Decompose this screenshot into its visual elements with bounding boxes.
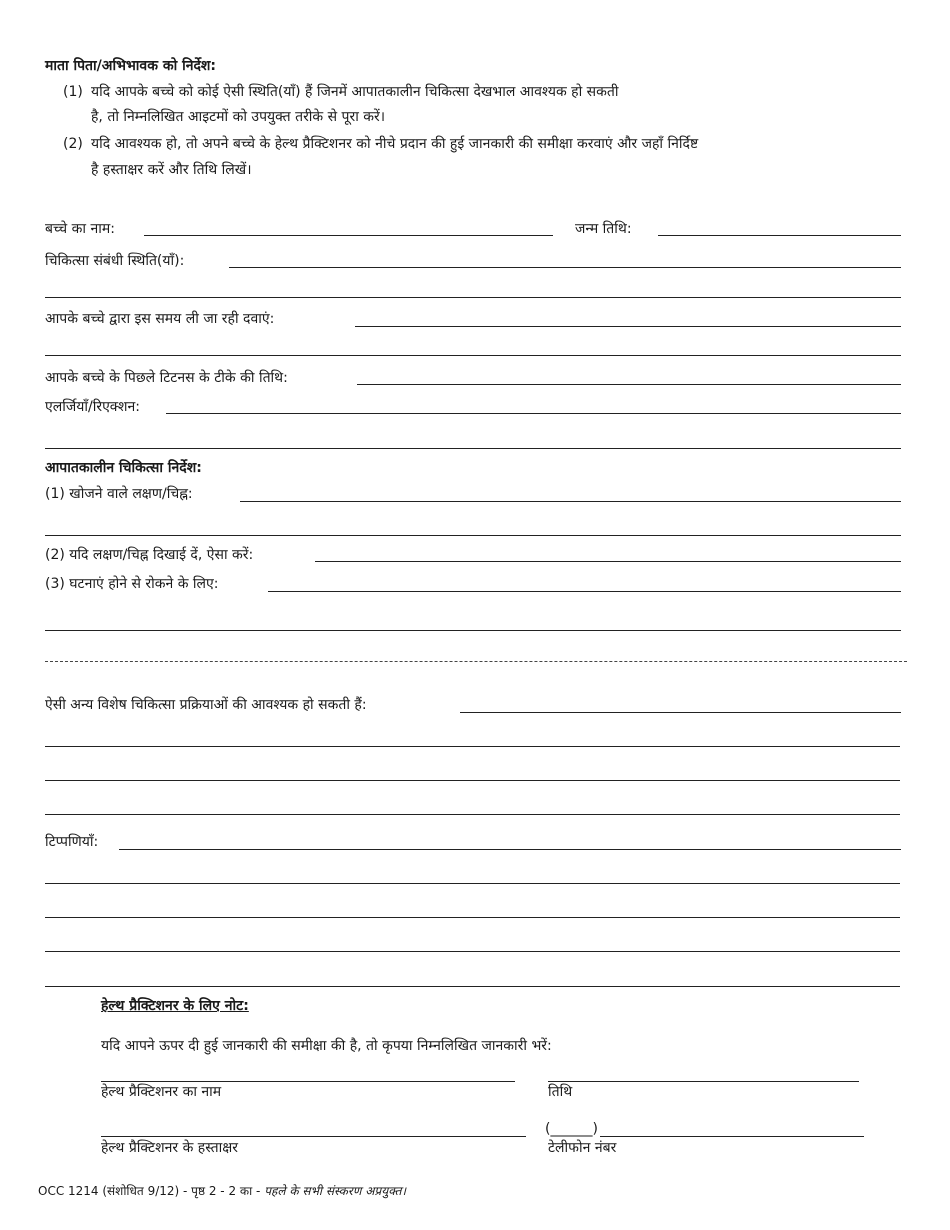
symptoms-field-line-2[interactable] <box>45 535 901 536</box>
allergies-field[interactable] <box>166 413 901 414</box>
procedures-field-line-3[interactable] <box>45 780 900 781</box>
footer-note: पहले के सभी संस्करण अप्रयुक्त। <box>264 1184 407 1198</box>
practitioner-heading: हेल्थ प्रैक्टिशनर के लिए नोट: <box>101 998 249 1014</box>
tetanus-label: आपके बच्चे के पिछले टिटनस के टीके की तिथि: <box>45 370 288 386</box>
prevention-field-line-2[interactable] <box>45 630 901 631</box>
cut-line-divider <box>45 661 907 662</box>
practitioner-instruction: यदि आपने ऊपर दी हुई जानकारी की समीक्षा की है, तो कृपया निम्नलिखित जानकारी भरें: <box>101 1038 552 1054</box>
allergies-label: एलर्जियाँ/रिएक्शन: <box>45 399 140 415</box>
conditions-field[interactable] <box>229 267 901 268</box>
instruction-2-line-2: है हस्ताक्षर करें और तिथि लिखें। <box>91 162 252 178</box>
procedures-field-line-4[interactable] <box>45 814 900 815</box>
medications-label: आपके बच्चे द्वारा इस समय ली जा रही दवाएं: <box>45 311 275 327</box>
phone-number-field[interactable] <box>600 1136 864 1137</box>
comments-label: टिप्पणियाँ: <box>45 834 99 850</box>
phone-area-code[interactable]: (______) <box>545 1121 598 1137</box>
practitioner-name-field[interactable] <box>101 1081 515 1082</box>
prevention-label: (3) घटनाएं होने से रोकने के लिए: <box>45 576 219 592</box>
footer <box>38 1182 406 1200</box>
practitioner-name-label: हेल्थ प्रैक्टिशनर का नाम <box>101 1084 222 1100</box>
emergency-heading: आपातकालीन चिकित्सा निर्देश: <box>45 460 202 476</box>
symptoms-field[interactable] <box>240 501 901 502</box>
comments-field-line-4[interactable] <box>45 951 900 952</box>
instruction-2-line-1: यदि आवश्यक हो, तो अपने बच्चे के हेल्थ प्रैक्टिशनर को नीचे प्रदान की हुई जानकारी की समीक्षा करवाएं और जहाँ निर्दिष्ट <box>91 136 699 152</box>
allergies-field-line-2[interactable] <box>45 448 901 449</box>
child-name-field[interactable] <box>144 235 553 236</box>
procedures-label: ऐसी अन्य विशेष चिकित्सा प्रक्रियाओं की आवश्यक हो सकती हैं: <box>45 697 367 713</box>
procedures-field-line-2[interactable] <box>45 746 900 747</box>
practitioner-signature-label: हेल्थ प्रैक्टिशनर के हस्ताक्षर <box>101 1140 239 1156</box>
symptoms-label: (1) खोजने वाले लक्षण/चिह्न: <box>45 486 193 502</box>
dob-field[interactable] <box>658 235 901 236</box>
conditions-field-line-2[interactable] <box>45 297 901 298</box>
action-label: (2) यदि लक्षण/चिह्न दिखाई दें, ऐसा करें: <box>45 547 254 563</box>
medications-field[interactable] <box>355 326 901 327</box>
dob-label: जन्म तिथि: <box>575 221 632 237</box>
phone-label: टेलीफोन नंबर <box>548 1140 617 1156</box>
instructions-heading: माता पिता/अभिभावक को निर्देश: <box>45 58 217 74</box>
instruction-2-number: (2) <box>63 136 83 152</box>
action-field[interactable] <box>315 561 901 562</box>
child-name-label: बच्चे का नाम: <box>45 221 115 237</box>
comments-field[interactable] <box>119 849 901 850</box>
instruction-1-line-1: यदि आपके बच्चे को कोई ऐसी स्थिति(याँ) हैं जिनमें आपातकालीन चिकित्सा देखभाल आवश्यक हो सकती <box>91 84 619 100</box>
practitioner-signature-field[interactable] <box>101 1136 526 1137</box>
comments-field-line-2[interactable] <box>45 883 900 884</box>
tetanus-date-field[interactable] <box>357 384 901 385</box>
footer-form-id: OCC 1214 (संशोधित 9/12) - पृष्ठ 2 - 2 का - <box>38 1184 265 1198</box>
medications-field-line-2[interactable] <box>45 355 901 356</box>
instruction-1-line-2: है, तो निम्नलिखित आइटमों को उपयुक्त तरीके से पूरा करें। <box>91 109 386 125</box>
procedures-field[interactable] <box>460 712 901 713</box>
instruction-1-number: (1) <box>63 84 83 100</box>
practitioner-date-field[interactable] <box>548 1081 859 1082</box>
comments-field-line-5[interactable] <box>45 986 900 987</box>
prevention-field[interactable] <box>268 591 901 592</box>
conditions-label: चिकित्सा संबंधी स्थिति(याँ): <box>45 253 185 269</box>
comments-field-line-3[interactable] <box>45 917 900 918</box>
practitioner-date-label: तिथि <box>548 1084 573 1100</box>
